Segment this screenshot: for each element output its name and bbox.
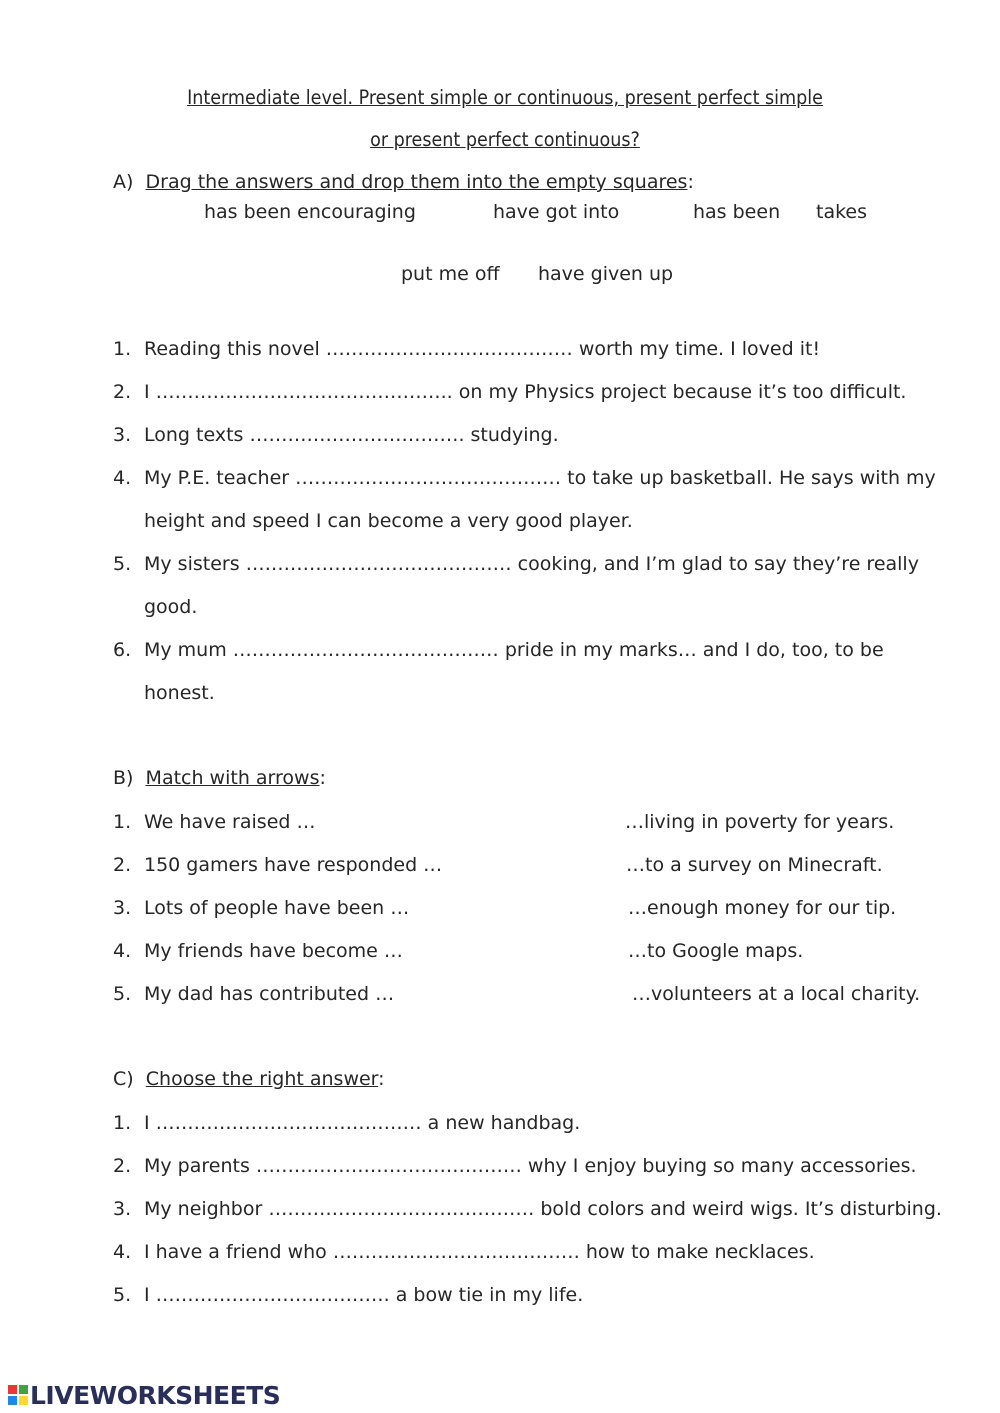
item-number: 2. xyxy=(113,1155,132,1177)
word-bank-item[interactable]: put me off xyxy=(401,263,500,285)
choice-sentence[interactable]: I have a friend who ………………………………… how to make necklaces. xyxy=(144,1241,815,1263)
choice-sentence[interactable]: My neighbor …………………………………… bold colors and weird wigs. It’s disturbing. xyxy=(144,1198,942,1220)
section-a-letter: A) xyxy=(113,171,134,193)
item-number: 2. xyxy=(113,854,132,876)
choice-sentence[interactable]: I …………………………………… a new handbag. xyxy=(144,1112,581,1134)
section-c-heading xyxy=(113,1067,385,1091)
logo-square xyxy=(8,1385,17,1394)
gap-fill-sentence-continued: good. xyxy=(144,596,198,618)
item-number: 6. xyxy=(113,639,132,661)
gap-fill-sentence: My P.E. teacher …………………………………… to take up basketball. He says with my xyxy=(144,467,936,489)
logo-square xyxy=(19,1385,28,1394)
logo-squares-icon xyxy=(8,1385,28,1405)
choice-sentence[interactable]: My parents …………………………………… why I enjoy buying so many accessories. xyxy=(144,1155,917,1177)
word-bank-item[interactable]: have given up xyxy=(538,263,674,285)
word-bank-item[interactable]: have got into xyxy=(493,201,620,223)
item-number: 4. xyxy=(113,940,132,962)
logo-text: LIVEWORKSHEETS xyxy=(30,1380,281,1410)
section-c-colon: : xyxy=(378,1068,385,1090)
item-number: 2. xyxy=(113,381,132,403)
section-b-heading xyxy=(113,766,326,790)
match-right-phrase[interactable]: …enough money for our tip. xyxy=(628,897,897,919)
match-right-phrase[interactable]: …to Google maps. xyxy=(628,940,804,962)
match-right-phrase[interactable]: …volunteers at a local charity. xyxy=(632,983,921,1005)
match-left-phrase[interactable]: 150 gamers have responded … xyxy=(144,854,443,876)
match-right-phrase[interactable]: …living in poverty for years. xyxy=(625,811,895,833)
section-a-colon: : xyxy=(687,171,694,193)
gap-fill-sentence-continued: honest. xyxy=(144,682,215,704)
match-right-phrase[interactable]: …to a survey on Minecraft. xyxy=(626,854,883,876)
section-b-colon: : xyxy=(319,767,326,789)
match-left-phrase[interactable]: My friends have become … xyxy=(144,940,403,962)
item-number: 5. xyxy=(113,983,132,1005)
item-number: 1. xyxy=(113,338,132,360)
section-a-heading xyxy=(113,170,694,194)
logo-square xyxy=(19,1396,28,1405)
word-bank-item[interactable]: has been xyxy=(693,201,781,223)
section-c-instruction: Choose the right answer xyxy=(145,1068,379,1090)
gap-fill-sentence: My sisters …………………………………… cooking, and I’m glad to say they’re really xyxy=(144,553,919,575)
match-left-phrase[interactable]: Lots of people have been … xyxy=(144,897,410,919)
gap-fill-sentence: Reading this novel ………………………………… worth my time. I loved it! xyxy=(144,338,821,360)
worksheet-title-line-1: Intermediate level. Present simple or continuous, present perfect simple xyxy=(187,86,823,109)
choice-sentence[interactable]: I ………………………………. a bow tie in my life. xyxy=(144,1284,584,1306)
item-number: 4. xyxy=(113,467,132,489)
item-number: 3. xyxy=(113,1198,132,1220)
item-number: 5. xyxy=(113,553,132,575)
section-b-letter: B) xyxy=(113,767,134,789)
word-bank-item[interactable]: takes xyxy=(816,201,868,223)
match-left-phrase[interactable]: My dad has contributed … xyxy=(144,983,395,1005)
section-c-letter: C) xyxy=(113,1068,134,1090)
liveworksheets-logo[interactable] xyxy=(8,1380,280,1410)
item-number: 1. xyxy=(113,1112,132,1134)
item-number: 1. xyxy=(113,811,132,833)
item-number: 3. xyxy=(113,897,132,919)
section-a-instruction: Drag the answers and drop them into the empty squares xyxy=(145,171,688,193)
section-b-instruction: Match with arrows xyxy=(145,767,320,789)
gap-fill-sentence-continued: height and speed I can become a very good player. xyxy=(144,510,633,532)
gap-fill-sentence: I ……………………………………….. on my Physics project because it’s too difficult. xyxy=(144,381,907,403)
item-number: 3. xyxy=(113,424,132,446)
gap-fill-sentence: Long texts ……………………………. studying. xyxy=(144,424,559,446)
worksheet-title-line-2: or present perfect continuous? xyxy=(370,128,640,151)
item-number: 4. xyxy=(113,1241,132,1263)
item-number: 5. xyxy=(113,1284,132,1306)
logo-square xyxy=(8,1396,17,1405)
word-bank-item[interactable]: has been encouraging xyxy=(204,201,416,223)
gap-fill-sentence: My mum …………………………………… pride in my marks… and I do, too, to be xyxy=(144,639,884,661)
match-left-phrase[interactable]: We have raised … xyxy=(144,811,316,833)
